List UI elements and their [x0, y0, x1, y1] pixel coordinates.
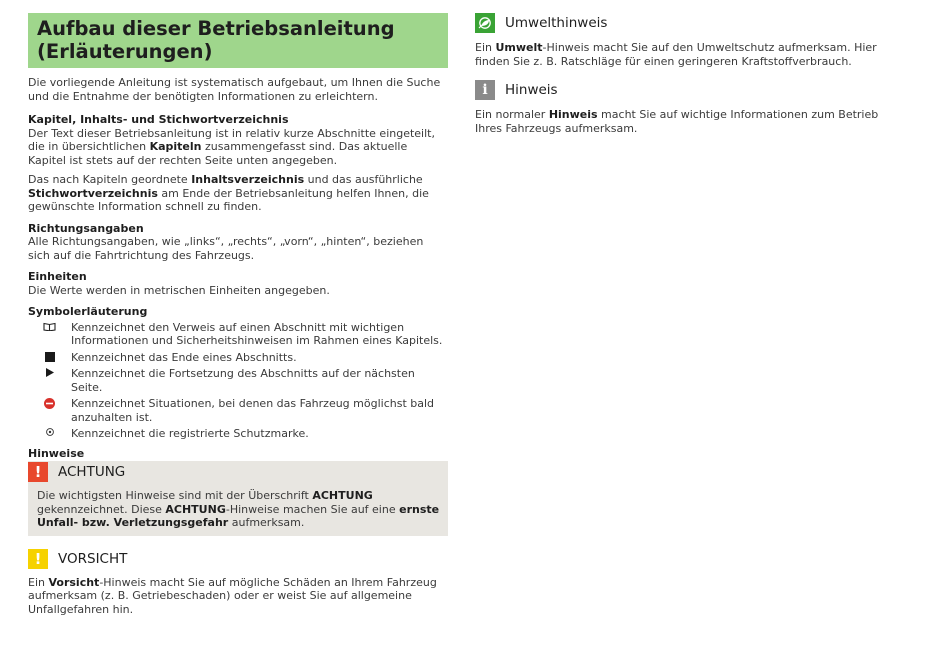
intro-text: Die vorliegende Anleitung ist systematisch aufgebaut, um Ihnen die Suche und die Entnahme der benötigten Informationen zu erleichtern.: [28, 76, 441, 103]
environment-text: Ein Umwelt-Hinweis macht Sie auf den Umweltschutz aufmerksam. Hier finden Sie z. B. Ratschläge für einen geringeren Kraftstoffverbrauch.: [475, 41, 877, 68]
chapters-paragraph-2: Das nach Kapiteln geordnete Inhaltsverzeichnis und das ausführliche Stichwortverzeichnis am Ende der Betriebsanleitung helfen Ihnen, die gewünschte Information schnell zu finden.: [28, 173, 429, 213]
info-icon: i: [475, 80, 495, 100]
info-text: Ein normaler Hinweis macht Sie auf wichtige Informationen zum Betrieb Ihres Fahrzeugs aufmerksam.: [475, 108, 879, 135]
caution-exclamation-icon: !: [28, 549, 48, 569]
caution-title: VORSICHT: [58, 550, 128, 567]
symbols-heading: Symbolerläuterung: [28, 305, 148, 318]
page-title: Aufbau dieser Betriebsanleitung (Erläuterungen): [37, 17, 395, 63]
environment-leaf-icon: [475, 13, 495, 33]
chapters-paragraph-1: Der Text dieser Betriebsanleitung ist in relativ kurze Abschnitte eingeteilt, die in übersichtlichen Kapiteln zusammengefasst sind. Das aktuelle Kapitel ist stets auf der rechten Seite unten angegeben.: [28, 126, 435, 167]
warning-text: Die wichtigsten Hinweise sind mit der Überschrift ACHTUNG gekennzeichnet. Diese ACHTUNG-Hinweise machen Sie auf eine ernste Unfall- bzw. Verletzungsgefahr aufmerksam.: [37, 489, 440, 529]
info-title: Hinweis: [505, 82, 558, 98]
notes-heading: Hinweise: [28, 446, 85, 460]
stop-sign-icon: [28, 397, 71, 409]
caution-text: Ein Vorsicht-Hinweis macht Sie auf mögliche Schäden an Ihrem Fahrzeug aufmerksam (z. B. Getriebeschaden) oder er weist Sie auf allgemeine Unfallgefahren hin.: [28, 575, 437, 616]
list-item: Kennzeichnet das Ende eines Abschnitts.: [28, 351, 448, 365]
registered-mark-icon: [28, 427, 71, 436]
environment-title: Umwelthinweis: [505, 15, 608, 31]
info-header: [475, 80, 903, 100]
list-item: Kennzeichnet Situationen, bei denen das Fahrzeug möglichst bald anzuhalten ist.: [28, 397, 448, 424]
warning-box: [28, 461, 448, 536]
page-title-box: [28, 13, 448, 68]
units-text: Die Werte werden in metrischen Einheiten angegeben.: [28, 283, 330, 297]
list-item: Kennzeichnet die registrierte Schutzmarke.: [28, 427, 448, 441]
continue-triangle-icon: [28, 367, 71, 377]
end-square-icon: [28, 351, 71, 362]
symbols-list: [28, 321, 448, 441]
units-heading: Einheiten: [28, 270, 87, 283]
list-item: Kennzeichnet den Verweis auf einen Abschnitt mit wichtigen Informationen und Sicherheitshinweisen im Rahmen eines Kapitels.: [28, 321, 448, 348]
exclamation-icon: !: [28, 462, 48, 482]
directions-text: Alle Richtungsangaben, wie „links“, „rechts“, „vorn“, „hinten“, beziehen sich auf die Fahrtrichtung des Fahrzeugs.: [28, 235, 424, 262]
chapters-heading: Kapitel, Inhalts- und Stichwortverzeichnis: [28, 113, 289, 126]
right-column: [475, 13, 903, 135]
caution-header: [28, 548, 448, 570]
warning-title: ACHTUNG: [58, 464, 126, 480]
left-column: [28, 13, 448, 616]
directions-heading: Richtungsangaben: [28, 221, 144, 235]
environment-header: [475, 13, 903, 33]
list-item: Kennzeichnet die Fortsetzung des Abschnitts auf der nächsten Seite.: [28, 367, 448, 394]
warning-header: [28, 461, 448, 483]
book-icon: [28, 321, 71, 331]
